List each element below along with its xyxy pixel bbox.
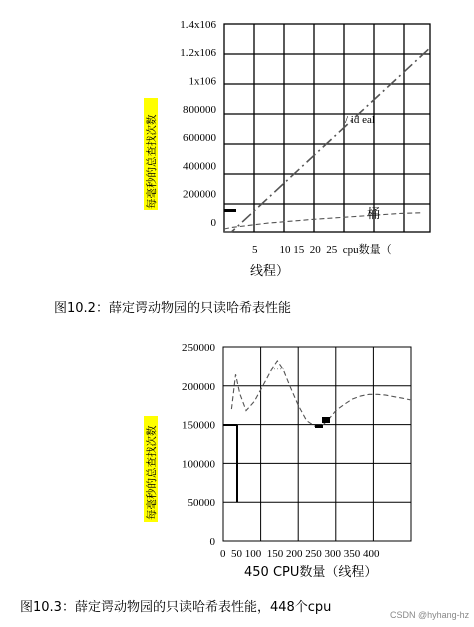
y-tick-label: 200000 <box>182 380 215 393</box>
chart-1-ideal-label: / id eal <box>345 114 375 126</box>
y-tick-label: 150000 <box>182 419 215 432</box>
chart-1-x-label-tail: 线程） <box>250 264 290 279</box>
chart-1-legend-mark <box>224 209 236 212</box>
chart-1 <box>54 19 430 316</box>
y-tick-label: 200000 <box>183 188 216 201</box>
chart-2-x-label: 450 CPU数量（线程） <box>244 565 378 580</box>
chart-1-bucket-label: 桶 <box>367 207 381 222</box>
chart-1-caption: 图10.2：薛定谔动物园的只读哈希表性能 <box>54 301 291 316</box>
y-tick-label: 100000 <box>182 458 215 471</box>
y-tick-label: 800000 <box>183 103 216 116</box>
chart-2-series <box>231 361 410 426</box>
chart-2-ylabel: 每毫秒的总查找次数 <box>146 425 158 520</box>
chart-1-grid <box>224 24 430 232</box>
y-tick-label: 0 <box>209 536 215 548</box>
chart-2-marker-block <box>322 417 330 423</box>
y-tick-label: 1.4x106 <box>180 18 216 31</box>
chart-2-y-tick-labels <box>182 342 216 548</box>
chart-1-ylabel: 每毫秒的总查找次数 <box>146 114 158 209</box>
y-tick-label: 0 <box>210 217 216 229</box>
chart-2-caption: 图10.3：薛定谔动物园的只读哈希表性能，448个cpu <box>20 600 332 615</box>
y-tick-label: 400000 <box>183 160 216 173</box>
series-line-dashed <box>231 361 410 426</box>
y-tick-label: 1.2x106 <box>180 47 216 60</box>
chart-2 <box>20 342 411 615</box>
chart-2-grid <box>223 347 411 541</box>
chart-1-x-tick-labels: 5 10 15 20 25 cpu数量（ <box>252 244 392 256</box>
y-tick-label: 600000 <box>183 132 216 145</box>
y-tick-label: 50000 <box>187 497 215 510</box>
watermark: CSDN @hyhang-hz <box>390 610 470 620</box>
chart-2-marker-small <box>315 425 323 428</box>
y-tick-label: 250000 <box>182 342 215 354</box>
chart-2-x-tick-labels: 0 50 100 150 200 250 300 350 400 <box>220 548 380 560</box>
y-tick-label: 1x106 <box>188 75 216 88</box>
chart-1-y-tick-labels <box>180 19 216 229</box>
